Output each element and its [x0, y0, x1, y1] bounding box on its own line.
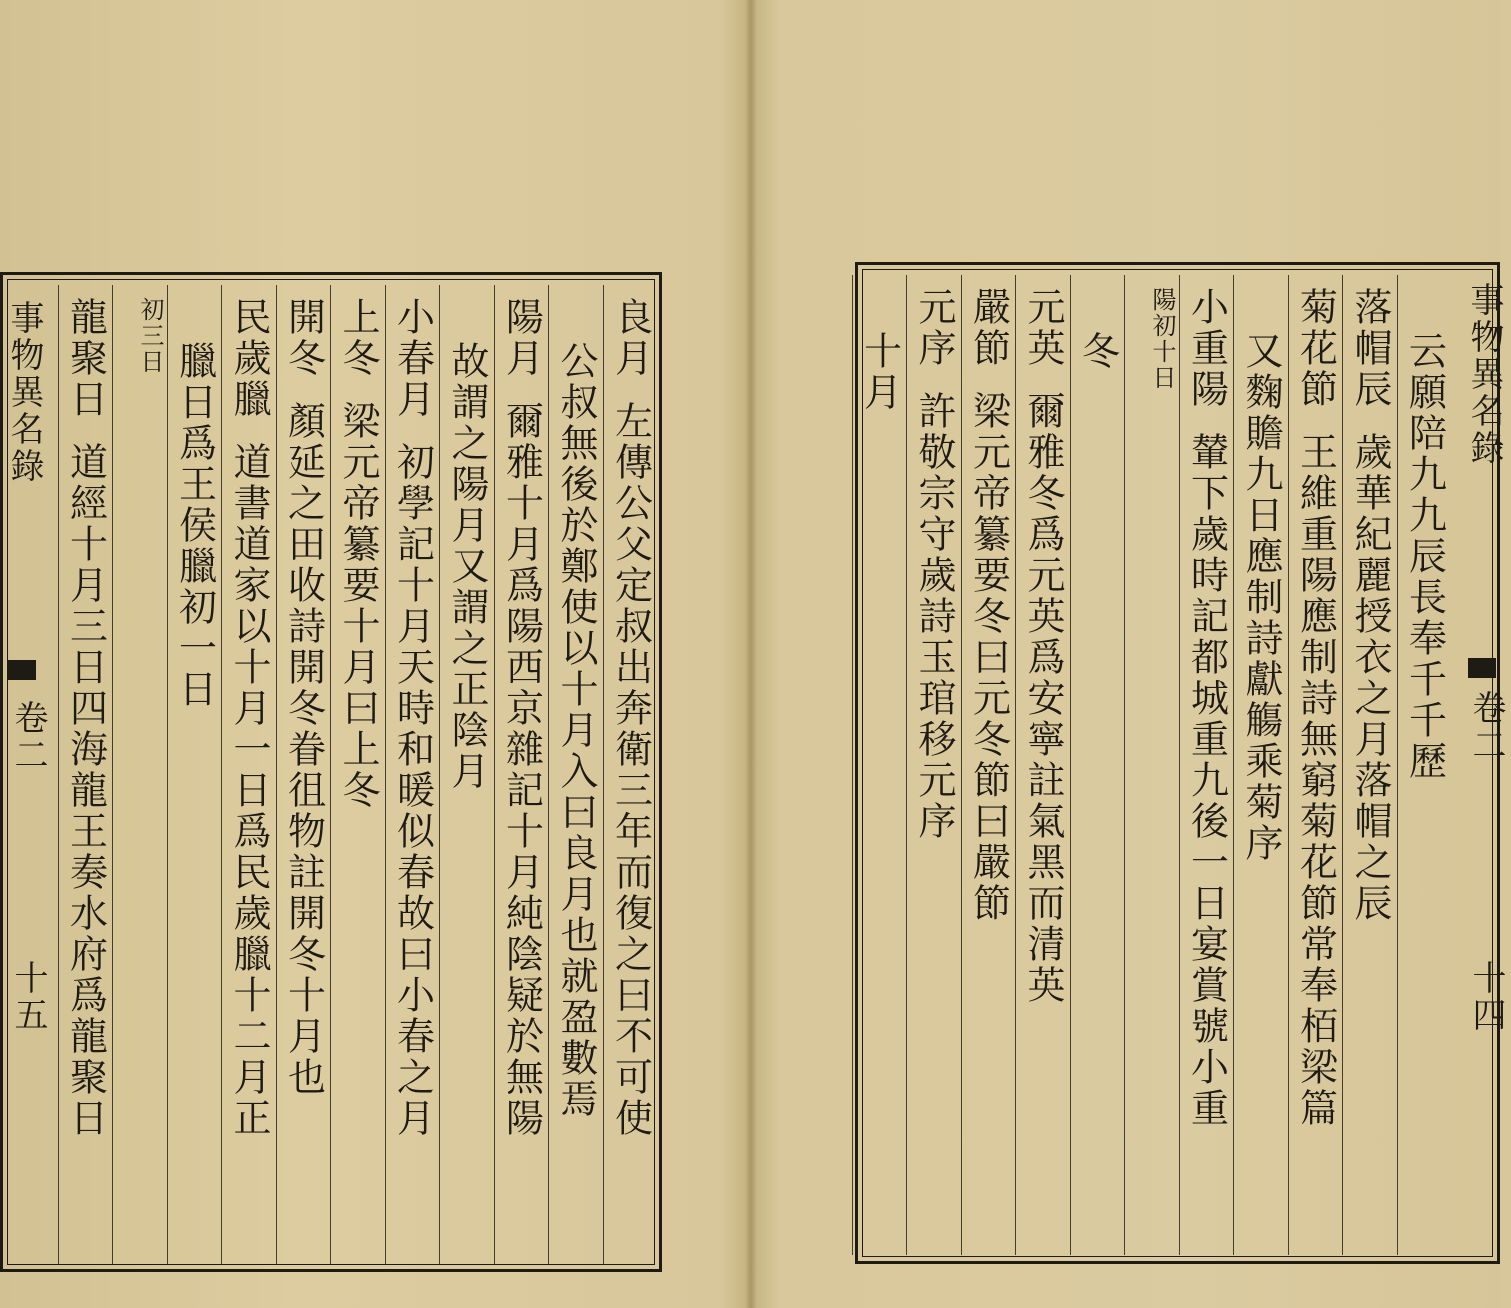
right-page-columns	[858, 275, 1497, 1255]
column-rule	[1070, 275, 1071, 1255]
right-margin-volume: 卷二	[1466, 690, 1506, 764]
entry-text: 初三日	[136, 297, 164, 375]
column-rule	[906, 275, 907, 1255]
entry-text: 許敬宗守歲詩玉琯移元序	[912, 391, 956, 842]
text-column	[64, 297, 108, 1139]
right-page-frame	[855, 262, 1500, 1264]
left-fish-tail-mark	[8, 660, 36, 680]
column-rule	[112, 285, 113, 1265]
entry-heading: 陽月	[499, 297, 544, 379]
column-rule	[548, 285, 549, 1265]
right-fish-tail-mark	[1468, 658, 1496, 678]
column-rule	[385, 285, 386, 1265]
entry-heading: 小重陽	[1184, 287, 1229, 410]
entry-text: 又麴贍九日應制詩獻觴乘菊序	[1239, 331, 1283, 864]
text-column	[1403, 287, 1447, 782]
right-margin-title: 事物異名錄	[1464, 282, 1504, 467]
text-column	[1185, 287, 1229, 1129]
entry-heading: 開冬	[281, 297, 326, 379]
entry-text: 故謂之陽月又謂之正陰月	[445, 341, 489, 792]
text-column	[336, 297, 380, 811]
entry-text: 公叔無後於鄭使以十月入曰良月也就盈數焉	[554, 341, 598, 1120]
column-rule	[276, 285, 277, 1265]
text-column	[227, 297, 271, 1139]
column-rule	[221, 285, 222, 1265]
entry-heading: 上冬	[336, 297, 380, 379]
entry-heading: 菊花節	[1293, 287, 1338, 410]
text-column	[173, 297, 217, 710]
entry-heading: 元序	[912, 287, 956, 369]
entry-heading: 良月	[608, 297, 653, 379]
text-column	[1348, 287, 1392, 924]
entry-text: 十月	[857, 331, 902, 413]
column-rule	[1397, 275, 1398, 1255]
column-rule	[603, 285, 604, 1265]
column-rule	[1233, 275, 1234, 1255]
book-gutter	[745, 0, 757, 1308]
column-rule	[167, 285, 168, 1265]
column-rule	[1179, 275, 1180, 1255]
entry-heading: 民歲臘	[227, 297, 271, 420]
entry-text: 爾雅十月爲陽西京雜記十月純陰疑於無陽	[499, 401, 544, 1139]
column-rule	[852, 275, 853, 1255]
text-column	[1076, 287, 1120, 372]
right-margin-page: 十四	[1466, 960, 1506, 1034]
text-column	[500, 297, 544, 1139]
entry-text: 云願陪九九辰長奉千千歷	[1402, 331, 1447, 782]
left-margin-volume: 卷二	[8, 700, 48, 774]
left-margin-page: 十五	[8, 960, 48, 1034]
text-column	[445, 297, 489, 792]
entry-text: 顏延之田收詩開冬眷徂物註開冬十月也	[281, 401, 326, 1098]
column-rule	[439, 285, 440, 1265]
entry-heading: 小春月	[390, 297, 435, 420]
left-page-columns	[3, 285, 659, 1265]
entry-text: 道經十月三日四海龍王奏水府爲龍聚日	[63, 442, 108, 1139]
column-rule	[494, 285, 495, 1265]
text-column	[282, 297, 326, 1098]
text-column	[1239, 287, 1283, 864]
entry-text: 輦下歲時記都城重九後一日宴賞號小重	[1184, 432, 1229, 1129]
entry-text: 初學記十月天時和暖似春故曰小春之月	[390, 442, 435, 1139]
text-column	[609, 297, 653, 1139]
text-column	[554, 297, 598, 1120]
entry-text: 梁元帝纂要冬曰元冬節曰嚴節	[966, 391, 1011, 924]
entry-text: 道書道家以十月一日爲民歲臘十二月正	[227, 442, 271, 1139]
text-column	[391, 297, 435, 1139]
entry-text: 臘日爲王侯臘初一日	[172, 341, 217, 710]
left-page-frame	[0, 272, 662, 1272]
entry-text: 歲華紀麗授衣之月落帽之辰	[1348, 432, 1392, 924]
column-rule	[1015, 275, 1016, 1255]
column-rule	[58, 285, 59, 1265]
text-column	[967, 287, 1011, 924]
entry-heading: 嚴節	[966, 287, 1011, 369]
entry-text: 王維重陽應制詩無窮菊花節常奉栢梁篇	[1293, 432, 1338, 1129]
text-column	[1294, 287, 1338, 1129]
entry-text: 冬	[1075, 331, 1120, 372]
column-rule	[1124, 275, 1125, 1255]
column-rule	[1342, 275, 1343, 1255]
entry-text: 左傳公父定叔出奔衛三年而復之曰不可使	[608, 401, 653, 1139]
left-margin-title: 事物異名錄	[4, 300, 44, 485]
column-rule	[961, 275, 962, 1255]
entry-text: 梁元帝纂要十月曰上冬	[336, 401, 380, 811]
entry-text: 陽初十日	[1148, 287, 1176, 391]
column-rule	[1288, 275, 1289, 1255]
text-column	[1140, 287, 1184, 391]
entry-heading: 龍聚日	[63, 297, 108, 420]
text-column	[1021, 287, 1065, 1006]
entry-text: 爾雅冬爲元英爲安寧註氣黑而清英	[1021, 391, 1065, 1006]
text-column	[128, 297, 172, 375]
entry-heading: 落帽辰	[1348, 287, 1392, 410]
column-rule	[330, 285, 331, 1265]
entry-heading: 元英	[1021, 287, 1065, 369]
text-column	[912, 287, 956, 842]
text-column	[858, 287, 902, 413]
